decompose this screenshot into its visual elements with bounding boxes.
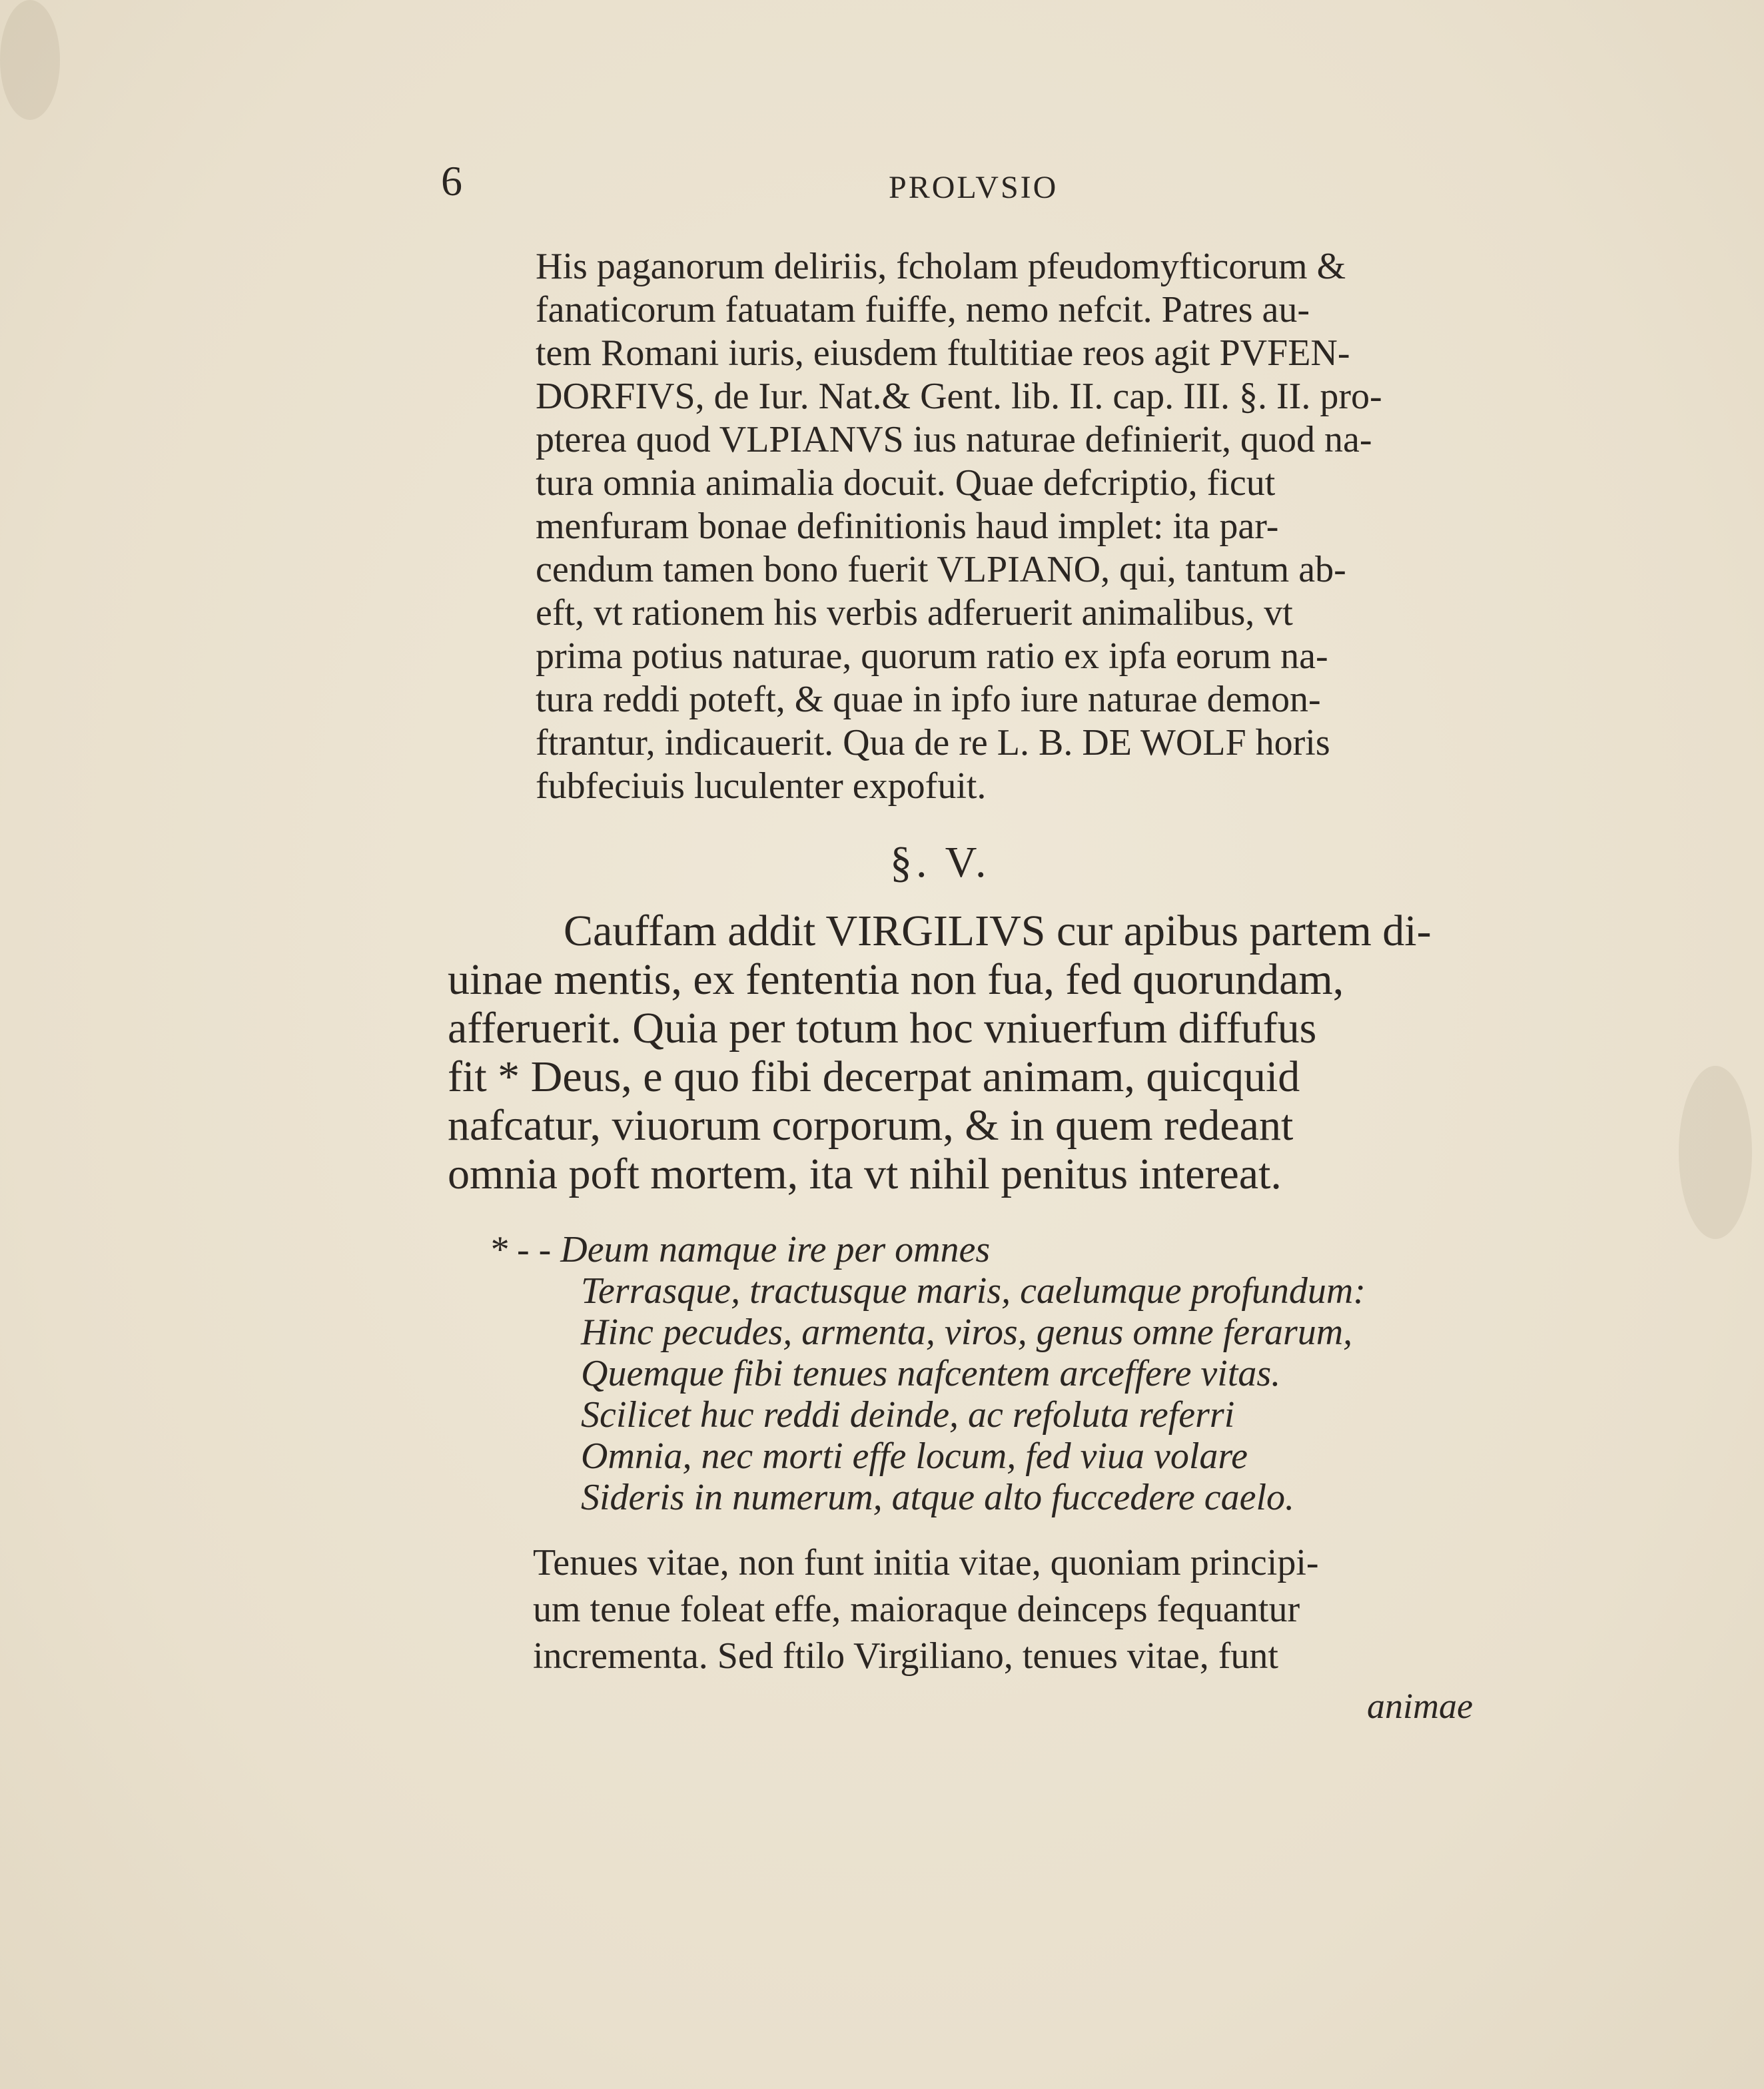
verse-line: Hinc pecudes, armenta, viros, genus omne ferarum, xyxy=(581,1312,1353,1353)
verse-line: Sideris in numerum, atque alto fuccedere caelo. xyxy=(581,1477,1294,1518)
text-line: fanaticorum fatuatam fuiffe, nemo nefcit. Patres au- xyxy=(536,289,1310,330)
text-line: eft, vt rationem his verbis adferuerit animalibus, vt xyxy=(536,592,1293,633)
text-line: fit * Deus, e quo fibi decerpat animam, quicquid xyxy=(448,1052,1300,1101)
text-line: ftrantur, indicauerit. Qua de re L. B. DE WOLF horis xyxy=(536,722,1330,763)
verse-line: Terrasque, tractusque maris, caelumque profundum: xyxy=(581,1270,1366,1312)
running-title: PROLVSIO xyxy=(889,170,1059,205)
text-line: uinae mentis, ex fententia non fua, fed quorundam, xyxy=(448,955,1344,1004)
text-line: His paganorum deliriis, fcholam pfeudomyfticorum & xyxy=(536,246,1346,287)
footnote-line: Tenues vitae, non funt initia vitae, quoniam principi- xyxy=(533,1542,1319,1583)
text-line: DORFIVS, de Iur. Nat.& Gent. lib. II. cap. III. §. II. pro- xyxy=(536,376,1382,417)
verse-line: Omnia, nec morti effe locum, fed viua volare xyxy=(581,1436,1248,1477)
text-line: prima potius naturae, quorum ratio ex ipfa eorum na- xyxy=(536,635,1328,677)
verse-line: Scilicet huc reddi deinde, ac refoluta referri xyxy=(581,1394,1235,1436)
text-line: tem Romani iuris, eiusdem ftultitiae reos agit PVFEN- xyxy=(536,332,1350,374)
footnote-line: incrementa. Sed ftilo Virgiliano, tenues vitae, funt xyxy=(533,1635,1278,1677)
text-line: omnia poft mortem, ita vt nihil penitus intereat. xyxy=(448,1150,1282,1198)
text-line: tura reddi poteft, & quae in ipfo iure naturae demon- xyxy=(536,679,1321,720)
catchword: animae xyxy=(1367,1686,1473,1726)
text-line: fubfeciuis luculenter expofuit. xyxy=(536,765,987,807)
page-number: 6 xyxy=(441,157,462,205)
text-line: nafcatur, viuorum corporum, & in quem redeant xyxy=(448,1101,1294,1150)
text-line: afferuerit. Quia per totum hoc vniuerfum diffufus xyxy=(448,1004,1317,1052)
paper-stain xyxy=(0,0,60,120)
text-line: Cauffam addit VIRGILIVS cur apibus partem di- xyxy=(564,907,1432,955)
verse-line: Quemque fibi tenues nafcentem arceffere vitas. xyxy=(581,1353,1281,1394)
paper-stain xyxy=(1679,1066,1752,1239)
text-line: tura omnia animalia docuit. Quae defcriptio, ficut xyxy=(536,462,1276,504)
section-heading: §. V. xyxy=(890,838,991,887)
text-line: cendum tamen bono fuerit VLPIANO, qui, tantum ab- xyxy=(536,549,1346,590)
footnote-line: um tenue foleat effe, maioraque deinceps fequantur xyxy=(533,1589,1300,1630)
verse-line: * - - Deum namque ire per omnes xyxy=(489,1229,991,1270)
text-line: pterea quod VLPIANVS ius naturae definierit, quod na- xyxy=(536,419,1372,460)
text-line: menfuram bonae definitionis haud implet: ita par- xyxy=(536,506,1279,547)
